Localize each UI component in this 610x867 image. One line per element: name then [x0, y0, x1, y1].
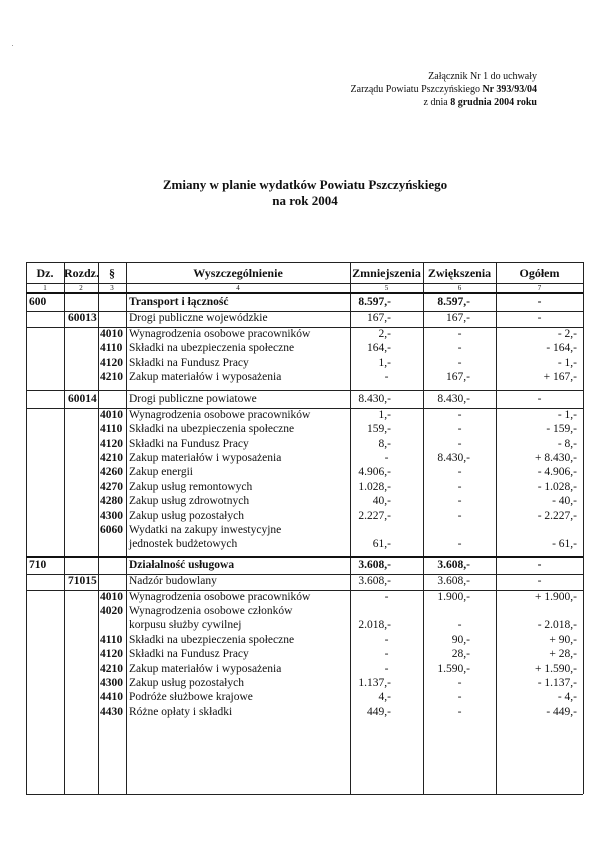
col-line: [583, 262, 584, 794]
column-number: 4: [236, 284, 240, 292]
column-header: §: [109, 266, 115, 280]
decrease-value: -: [384, 590, 389, 603]
column-header: Zmniejszenia: [352, 266, 421, 280]
total-value: + 167,-: [543, 371, 577, 383]
total-value: + 1.590,-: [535, 662, 577, 675]
column-number: 6: [457, 284, 462, 292]
decrease-value: -: [384, 371, 389, 383]
total-value: - 1.028,-: [537, 480, 577, 493]
description-text: Zakup energii: [129, 466, 193, 479]
increase-value: 3.608,-: [437, 575, 470, 588]
increase-value: -: [457, 619, 462, 632]
paragraph-code: 4270: [100, 480, 123, 493]
description-text: Zakup materiałów i wyposażenia: [129, 662, 282, 675]
decrease-value: 159,-: [367, 423, 391, 436]
description-text: Drogi publiczne powiatowe: [129, 393, 257, 406]
description-text: Zakup materiałów i wyposażenia: [129, 371, 282, 383]
description-text: jednostek budżetowych: [129, 538, 238, 551]
increase-value: 3.608,-: [437, 558, 470, 571]
col-line: [126, 262, 127, 794]
paragraph-code: 6060: [100, 524, 123, 536]
decrease-value: 3.608,-: [358, 558, 391, 571]
decrease-value: 3.608,-: [358, 575, 391, 588]
description-text: Składki na ubezpieczenia społeczne: [129, 342, 295, 355]
increase-value: -: [457, 408, 462, 421]
header-line-3: z dnia 8 grudnia 2004 roku: [423, 97, 537, 108]
rozdz-code: 60013: [68, 312, 97, 325]
paragraph-code: 4110: [100, 342, 123, 355]
total-value: + 28,-: [549, 648, 577, 661]
increase-value: -: [457, 423, 462, 436]
description-text: Transport i łączność: [129, 296, 229, 308]
decrease-value: -: [384, 648, 389, 661]
total-value: - 40,-: [552, 495, 577, 508]
paragraph-code: 4300: [100, 509, 123, 522]
total-value: - 1.137,-: [537, 677, 577, 689]
decrease-value: 2.227,-: [358, 509, 391, 522]
decrease-value: 164,-: [367, 342, 391, 355]
description-text: Wynagrodzenia osobowe pracowników: [129, 327, 311, 340]
document-title: [0, 177, 610, 209]
description-text: Zakup usług pozostałych: [129, 677, 244, 689]
column-number: 5: [384, 284, 389, 292]
column-header: Wyszczególnienie: [193, 266, 283, 280]
description-text: Podróże służbowe krajowe: [129, 691, 253, 704]
total-value: -: [537, 393, 542, 406]
increase-value: -: [457, 466, 462, 479]
decrease-value: -: [384, 662, 389, 675]
description-text: korpusu służby cywilnej: [129, 619, 242, 632]
description-text: Zakup usług remontowych: [129, 480, 253, 493]
increase-value: -: [457, 677, 462, 689]
document-header: [351, 70, 537, 109]
increase-value: -: [457, 342, 462, 355]
dzial-sep-line: [26, 556, 583, 558]
total-value: -: [537, 575, 542, 588]
header-bottom-line: [26, 292, 583, 294]
decrease-value: 40,-: [372, 495, 391, 508]
total-value: - 449,-: [546, 705, 577, 718]
column-number: 7: [537, 284, 542, 292]
paragraph-code: 4210: [100, 371, 123, 383]
description-text: Wynagrodzenia osobowe pracowników: [129, 590, 311, 603]
increase-value: -: [457, 495, 462, 508]
decrease-value: 8,-: [378, 437, 391, 450]
increase-value: -: [457, 437, 462, 450]
total-value: + 90,-: [549, 633, 577, 646]
increase-value: 167,-: [446, 371, 470, 383]
increase-value: 8.597,-: [437, 296, 470, 308]
increase-value: 1.590,-: [437, 662, 470, 675]
total-value: - 1,-: [557, 356, 577, 369]
description-text: Składki na ubezpieczenia społeczne: [129, 423, 295, 436]
header-line-1: Załącznik Nr 1 do uchwały: [428, 71, 537, 82]
decrease-value: 449,-: [367, 705, 391, 718]
increase-value: 8.430,-: [437, 452, 470, 464]
paragraph-code: 4120: [100, 356, 123, 369]
total-value: - 164,-: [546, 342, 577, 355]
total-value: - 1,-: [557, 408, 577, 421]
decrease-value: 4,-: [378, 691, 391, 704]
increase-value: 90,-: [451, 633, 470, 646]
description-text: Drogi publiczne wojewódzkie: [129, 312, 268, 325]
decrease-value: 1.137,-: [358, 677, 391, 689]
column-header: Ogółem: [519, 266, 560, 280]
total-value: - 8,-: [557, 437, 577, 450]
column-number: 2: [79, 284, 83, 292]
paragraph-code: 4120: [100, 648, 123, 661]
decrease-value: 1,-: [378, 408, 391, 421]
paragraph-code: 4010: [100, 408, 123, 421]
paragraph-code: 4260: [100, 466, 123, 479]
increase-value: -: [457, 691, 462, 704]
description-text: Zakup usług pozostałych: [129, 509, 244, 522]
decrease-value: 1,-: [378, 356, 391, 369]
column-number: 1: [43, 284, 47, 292]
description-text: Składki na Fundusz Pracy: [129, 648, 249, 661]
total-value: - 4,-: [557, 691, 577, 704]
paragraph-code: 4280: [100, 495, 123, 508]
paragraph-code: 4300: [100, 677, 123, 689]
paragraph-code: 4010: [100, 327, 123, 340]
description-text: Działalność usługowa: [129, 558, 235, 571]
decrease-value: 167,-: [367, 312, 391, 325]
column-header: Zwiększenia: [427, 266, 492, 280]
description-text: Zakup materiałów i wyposażenia: [129, 452, 282, 464]
increase-value: -: [457, 705, 462, 718]
description-text: Składki na Fundusz Pracy: [129, 356, 249, 369]
description-text: Wydatki na zakupy inwestycyjne: [129, 524, 282, 536]
total-value: - 2.018,-: [537, 619, 577, 632]
budget-table: [26, 262, 583, 794]
total-value: - 4.906,-: [537, 466, 577, 479]
increase-value: 1.900,-: [437, 590, 470, 603]
total-value: - 61,-: [552, 538, 577, 551]
decrease-value: 61,-: [372, 538, 391, 551]
increase-value: 8.430,-: [437, 393, 470, 406]
description-text: Składki na Fundusz Pracy: [129, 437, 249, 450]
paragraph-code: 4210: [100, 452, 123, 464]
decrease-value: 8.597,-: [358, 296, 391, 308]
dz-code: 710: [29, 558, 47, 571]
column-number: 3: [110, 284, 114, 292]
decrease-value: 2.018,-: [358, 619, 391, 632]
description-text: Różne opłaty i składki: [129, 705, 233, 718]
paragraph-code: 4110: [100, 423, 123, 436]
rozdz-code: 60014: [68, 393, 97, 406]
paragraph-code: 4120: [100, 437, 123, 450]
column-header: Rozdz.: [64, 266, 99, 280]
paragraph-code: 4020: [100, 605, 123, 617]
total-value: -: [537, 312, 542, 325]
description-text: Wynagrodzenia osobowe pracowników: [129, 408, 311, 421]
paragraph-code: 4010: [100, 590, 123, 603]
title-line-2: na rok 2004: [272, 193, 338, 208]
description-text: Składki na ubezpieczenia społeczne: [129, 633, 295, 646]
paragraph-code: 4210: [100, 662, 123, 675]
rozdz-sep-line: [26, 390, 583, 391]
decrease-value: 4.906,-: [358, 466, 391, 479]
decrease-value: 2,-: [378, 327, 391, 340]
column-header: Dz.: [36, 266, 54, 280]
total-value: + 1.900,-: [535, 590, 577, 603]
paragraph-code: 4110: [100, 633, 123, 646]
total-value: - 2,-: [557, 327, 577, 340]
description-text: Zakup usług zdrowotnych: [129, 495, 250, 508]
col-line: [64, 262, 65, 794]
table-top-line: [26, 262, 583, 263]
decrease-value: 8.430,-: [358, 393, 391, 406]
total-value: -: [537, 296, 542, 308]
paragraph-code: 4410: [100, 691, 123, 704]
increase-value: -: [457, 538, 462, 551]
scan-speck: [12, 45, 13, 46]
dz-code: 600: [29, 296, 47, 308]
decrease-value: 1.028,-: [358, 480, 391, 493]
increase-value: -: [457, 356, 462, 369]
total-value: - 2.227,-: [537, 509, 577, 522]
description-text: Wynagrodzenia osobowe członków: [129, 605, 293, 617]
increase-value: 28,-: [451, 648, 470, 661]
decrease-value: -: [384, 452, 389, 464]
rozdz-code: 71015: [68, 575, 97, 588]
total-value: -: [537, 558, 542, 571]
table-bottom-line: [26, 794, 583, 795]
paragraph-code: 4430: [100, 705, 123, 718]
increase-value: -: [457, 509, 462, 522]
total-value: - 159,-: [546, 423, 577, 436]
increase-value: 167,-: [446, 312, 470, 325]
decrease-value: -: [384, 633, 389, 646]
col-line: [98, 262, 99, 794]
title-line-1: Zmiany w planie wydatków Powiatu Pszczyńskiego: [162, 177, 448, 192]
total-value: + 8.430,-: [535, 452, 577, 464]
header-line-2: Zarządu Powiatu Pszczyńskiego Nr 393/93/04: [350, 84, 537, 95]
increase-value: -: [457, 327, 462, 340]
description-text: Nadzór budowlany: [129, 575, 217, 588]
increase-value: -: [457, 480, 462, 493]
col-line: [26, 262, 27, 794]
